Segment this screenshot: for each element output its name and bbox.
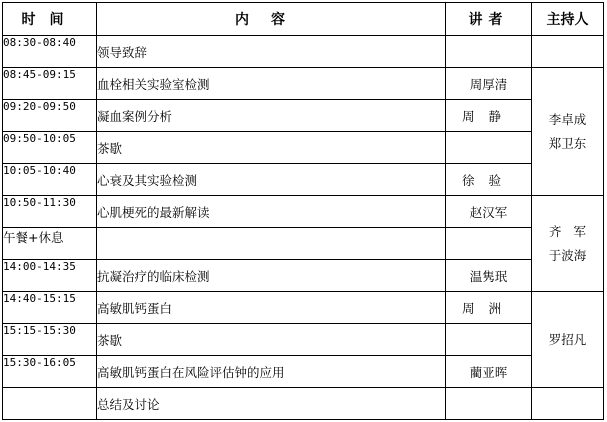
table-row	[3, 68, 604, 100]
content-cell: 凝血案例分析	[97, 100, 446, 132]
content-cell: 心衰及其实验检测	[97, 164, 446, 196]
table-row	[3, 292, 604, 324]
table-row	[3, 260, 604, 292]
host-cell-empty	[532, 36, 604, 68]
time-cell: 09:50-10:05	[3, 132, 97, 164]
host-cell-afternoon	[532, 292, 604, 388]
time-cell: 15:15-15:30	[3, 324, 97, 356]
time-cell: 08:30-08:40	[3, 36, 97, 68]
table-row	[3, 132, 604, 164]
time-cell: 09:20-09:50	[3, 100, 97, 132]
speaker-cell	[446, 228, 532, 260]
speaker-cell: 赵汉军	[446, 196, 532, 228]
table-row	[3, 100, 604, 132]
content-cell	[97, 228, 446, 260]
time-cell: 15:30-16:05	[3, 356, 97, 388]
speaker-cell	[446, 324, 532, 356]
host-name: 于波海	[548, 247, 587, 263]
speaker-cell: 温隽珉	[446, 260, 532, 292]
host-name: 齐军	[548, 223, 598, 239]
content-cell: 高敏肌钙蛋白在风险评估钟的应用	[97, 356, 446, 388]
content-cell: 血栓相关实验室检测	[97, 68, 446, 100]
time-cell: 10:05-10:40	[3, 164, 97, 196]
speaker-column-header: 讲者	[446, 3, 532, 36]
time-cell: 08:45-09:15	[3, 68, 97, 100]
time-column-header: 时间	[3, 3, 97, 36]
table-row	[3, 36, 604, 68]
content-cell: 高敏肌钙蛋白	[97, 292, 446, 324]
table-row	[3, 196, 604, 228]
speaker-cell	[446, 36, 532, 68]
speaker-cell	[446, 132, 532, 164]
speaker-cell: 徐验	[446, 164, 532, 196]
table-row	[3, 388, 604, 420]
content-cell: 领导致辞	[97, 36, 446, 68]
host-name: 罗招凡	[548, 331, 587, 347]
content-cell: 茶歇	[97, 324, 446, 356]
content-cell: 茶歇	[97, 132, 446, 164]
speaker-cell: 周洲	[446, 292, 532, 324]
host-cell-morning	[532, 68, 604, 196]
host-name: 郑卫东	[548, 135, 587, 151]
time-cell: 14:40-15:15	[3, 292, 97, 324]
table-row	[3, 228, 604, 260]
header-row	[3, 3, 604, 36]
table-row	[3, 324, 604, 356]
speaker-cell: 周静	[446, 100, 532, 132]
time-cell	[3, 388, 97, 420]
time-cell: 14:00-14:35	[3, 260, 97, 292]
time-cell: 10:50-11:30	[3, 196, 97, 228]
host-name: 李卓成	[548, 111, 587, 127]
content-cell: 抗凝治疗的临床检测	[97, 260, 446, 292]
table-row	[3, 356, 604, 388]
host-cell-midday	[532, 196, 604, 292]
table-row	[3, 164, 604, 196]
content-column-header: 内容	[97, 3, 446, 36]
speaker-cell: 周厚清	[446, 68, 532, 100]
content-cell: 总结及讨论	[97, 388, 446, 420]
speaker-cell	[446, 388, 532, 420]
speaker-cell: 藺亚晖	[446, 356, 532, 388]
host-cell-empty	[532, 388, 604, 420]
schedule-table	[2, 2, 604, 420]
host-column-header: 主持人	[532, 3, 604, 36]
lunch-cell: 午餐+休息	[3, 228, 97, 260]
content-cell: 心肌梗死的最新解读	[97, 196, 446, 228]
